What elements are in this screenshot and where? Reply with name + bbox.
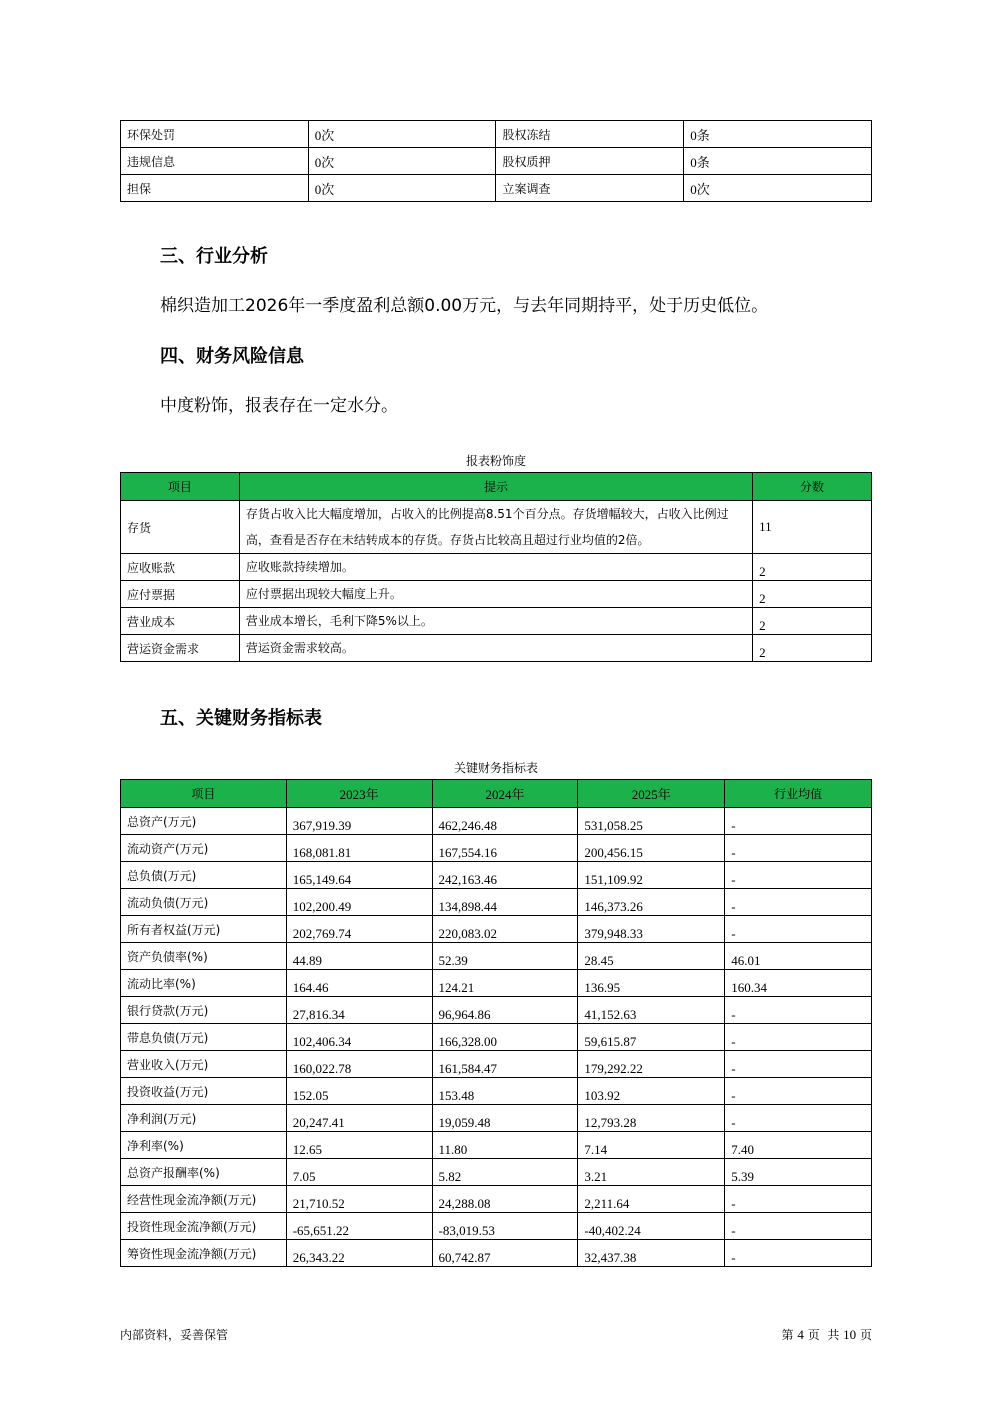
column-header: 2025年 <box>578 780 725 808</box>
table-row <box>121 635 872 662</box>
metric-value-cell: - <box>725 835 872 862</box>
metric-value-cell: 124.21 <box>432 970 578 997</box>
metric-value-cell: 152.05 <box>286 1078 432 1105</box>
metric-value-cell: 462,246.48 <box>432 808 578 835</box>
score-cell: 2 <box>753 635 872 662</box>
metric-value-cell: - <box>725 997 872 1024</box>
table-cell: 0次 <box>308 175 496 202</box>
metric-value-cell: 52.39 <box>432 943 578 970</box>
metric-label-cell: 投资收益(万元) <box>121 1078 287 1105</box>
table-row <box>121 608 872 635</box>
metric-value-cell: 161,584.47 <box>432 1051 578 1078</box>
metric-value-cell: 531,058.25 <box>578 808 725 835</box>
metric-value-cell: 166,328.00 <box>432 1024 578 1051</box>
metric-value-cell: -65,651.22 <box>286 1213 432 1240</box>
table-row <box>121 501 872 554</box>
metric-label-cell: 投资性现金流净额(万元) <box>121 1213 287 1240</box>
metric-value-cell: 179,292.22 <box>578 1051 725 1078</box>
metric-value-cell: 102,406.34 <box>286 1024 432 1051</box>
metric-value-cell: - <box>725 916 872 943</box>
item-cell: 存货 <box>121 501 240 554</box>
metric-value-cell: 96,964.86 <box>432 997 578 1024</box>
table-header-row <box>121 780 872 808</box>
metric-label-cell: 总资产报酬率(%) <box>121 1159 287 1186</box>
page-total: 10 <box>843 1327 857 1342</box>
table-row <box>121 148 872 175</box>
metric-label-cell: 总负债(万元) <box>121 862 287 889</box>
metric-value-cell: 21,710.52 <box>286 1186 432 1213</box>
metric-value-cell: 242,163.46 <box>432 862 578 889</box>
metric-value-cell: 20,247.41 <box>286 1105 432 1132</box>
column-header: 2024年 <box>432 780 578 808</box>
financials-body <box>121 808 872 1267</box>
whitewash-table-caption: 报表粉饰度 <box>465 454 526 468</box>
table-cell: 立案调查 <box>496 175 684 202</box>
table-row <box>121 175 872 202</box>
metric-value-cell: - <box>725 1051 872 1078</box>
metric-value-cell: 24,288.08 <box>432 1186 578 1213</box>
metric-value-cell: -40,402.24 <box>578 1213 725 1240</box>
industry-analysis-text: 棉织造加工2026年一季度盈利总额0.00万元，与去年同期持平，处于历史低位。 <box>160 296 769 316</box>
metric-value-cell: 46.01 <box>725 943 872 970</box>
metric-value-cell: - <box>725 889 872 916</box>
table-cell: 股权质押 <box>496 148 684 175</box>
table-row <box>121 1159 872 1186</box>
page-suffix: 页 <box>859 1328 872 1342</box>
table-row <box>121 1186 872 1213</box>
metric-label-cell: 经营性现金流净额(万元) <box>121 1186 287 1213</box>
table-cell: 0条 <box>684 121 872 148</box>
item-cell: 应付票据 <box>121 581 240 608</box>
table-cell: 0次 <box>684 175 872 202</box>
hint-cell: 营运资金需求较高。 <box>239 635 752 662</box>
table-row <box>121 916 872 943</box>
metric-value-cell: 5.82 <box>432 1159 578 1186</box>
metric-label-cell: 总资产(万元) <box>121 808 287 835</box>
metric-label-cell: 筹资性现金流净额(万元) <box>121 1240 287 1267</box>
table-header-row <box>121 473 872 501</box>
metric-label-cell: 净利润(万元) <box>121 1105 287 1132</box>
section-heading-industry: 三、行业分析 <box>160 246 268 267</box>
column-header: 提示 <box>239 473 752 501</box>
metric-value-cell: - <box>725 1186 872 1213</box>
metric-value-cell: 19,059.48 <box>432 1105 578 1132</box>
metric-value-cell: 160,022.78 <box>286 1051 432 1078</box>
table-row <box>121 997 872 1024</box>
score-cell: 11 <box>753 501 872 554</box>
metric-value-cell: 200,456.15 <box>578 835 725 862</box>
section-heading-key-financials: 五、关键财务指标表 <box>160 708 322 729</box>
table-row <box>121 943 872 970</box>
score-cell: 2 <box>753 581 872 608</box>
metric-label-cell: 营业收入(万元) <box>121 1051 287 1078</box>
metric-value-cell: - <box>725 1105 872 1132</box>
metric-value-cell: 134,898.44 <box>432 889 578 916</box>
footer-confidential: 内部资料，妥善保管 <box>120 1328 229 1342</box>
table-cell: 股权冻结 <box>496 121 684 148</box>
table-cell: 环保处罚 <box>121 121 309 148</box>
table-row <box>121 1240 872 1267</box>
page-indicator <box>782 1326 872 1343</box>
metric-value-cell: 202,769.74 <box>286 916 432 943</box>
financial-risk-text: 中度粉饰，报表存在一定水分。 <box>160 396 398 416</box>
metric-value-cell: 146,373.26 <box>578 889 725 916</box>
metric-label-cell: 带息负债(万元) <box>121 1024 287 1051</box>
metric-label-cell: 资产负债率(%) <box>121 943 287 970</box>
metric-value-cell: - <box>725 1078 872 1105</box>
metric-value-cell: 165,149.64 <box>286 862 432 889</box>
metric-value-cell: - <box>725 1024 872 1051</box>
risk-info-table <box>120 120 872 202</box>
metric-value-cell: - <box>725 862 872 889</box>
metric-value-cell: 136.95 <box>578 970 725 997</box>
metric-value-cell: 59,615.87 <box>578 1024 725 1051</box>
table-row <box>121 1105 872 1132</box>
metric-value-cell: 5.39 <box>725 1159 872 1186</box>
table-row <box>121 1078 872 1105</box>
table-row <box>121 121 872 148</box>
metric-value-cell: 103.92 <box>578 1078 725 1105</box>
hint-cell: 存货占收入比大幅度增加，占收入的比例提高8.51个百分点。存货增幅较大，占收入比例过高，查看是否存在未结转成本的存货。存货占比较高且超过行业均值的2倍。 <box>239 501 752 554</box>
table-row <box>121 1132 872 1159</box>
metric-value-cell: - <box>725 1240 872 1267</box>
metric-value-cell: 12,793.28 <box>578 1105 725 1132</box>
metric-label-cell: 流动负债(万元) <box>121 889 287 916</box>
metric-value-cell: 7.40 <box>725 1132 872 1159</box>
metric-label-cell: 净利率(%) <box>121 1132 287 1159</box>
table-row <box>121 970 872 997</box>
metric-value-cell: 151,109.92 <box>578 862 725 889</box>
metric-value-cell: 28.45 <box>578 943 725 970</box>
metric-value-cell: - <box>725 1213 872 1240</box>
whitewash-table <box>120 472 872 662</box>
metric-label-cell: 所有者权益(万元) <box>121 916 287 943</box>
metric-value-cell: 168,081.81 <box>286 835 432 862</box>
metric-value-cell: 167,554.16 <box>432 835 578 862</box>
metric-value-cell: 32,437.38 <box>578 1240 725 1267</box>
table-cell: 0次 <box>308 148 496 175</box>
metric-value-cell: 7.05 <box>286 1159 432 1186</box>
metric-label-cell: 流动比率(%) <box>121 970 287 997</box>
table-row <box>121 581 872 608</box>
table-row <box>121 808 872 835</box>
item-cell: 应收账款 <box>121 554 240 581</box>
financials-table-caption: 关键财务指标表 <box>453 761 538 775</box>
table-cell: 0条 <box>684 148 872 175</box>
metric-value-cell: 220,083.02 <box>432 916 578 943</box>
metric-value-cell: -83,019.53 <box>432 1213 578 1240</box>
table-row <box>121 1051 872 1078</box>
table-cell: 违规信息 <box>121 148 309 175</box>
item-cell: 营运资金需求 <box>121 635 240 662</box>
hint-cell: 应付票据出现较大幅度上升。 <box>239 581 752 608</box>
column-header: 2023年 <box>286 780 432 808</box>
metric-value-cell: 11.80 <box>432 1132 578 1159</box>
table-row <box>121 862 872 889</box>
column-header: 行业均值 <box>725 780 872 808</box>
metric-value-cell: 102,200.49 <box>286 889 432 916</box>
metric-value-cell: 153.48 <box>432 1078 578 1105</box>
table-row <box>121 1213 872 1240</box>
hint-cell: 营业成本增长，毛利下降5%以上。 <box>239 608 752 635</box>
metric-value-cell: 164.46 <box>286 970 432 997</box>
hint-cell: 应收账款持续增加。 <box>239 554 752 581</box>
table-row <box>121 835 872 862</box>
metric-value-cell: 41,152.63 <box>578 997 725 1024</box>
table-cell: 0次 <box>308 121 496 148</box>
metric-value-cell: 26,343.22 <box>286 1240 432 1267</box>
section-heading-financial-risk: 四、财务风险信息 <box>160 346 304 367</box>
metric-value-cell: 7.14 <box>578 1132 725 1159</box>
table-cell: 担保 <box>121 175 309 202</box>
metric-value-cell: 367,919.39 <box>286 808 432 835</box>
table-row <box>121 554 872 581</box>
metric-value-cell: 12.65 <box>286 1132 432 1159</box>
page-mid: 页 共 <box>807 1328 840 1342</box>
page-prefix: 第 <box>781 1328 794 1342</box>
column-header: 项目 <box>121 780 287 808</box>
metric-value-cell: 379,948.33 <box>578 916 725 943</box>
column-header: 分数 <box>753 473 872 501</box>
column-header: 项目 <box>121 473 240 501</box>
metric-value-cell: 160.34 <box>725 970 872 997</box>
page-number: 4 <box>797 1327 804 1342</box>
metric-value-cell: 2,211.64 <box>578 1186 725 1213</box>
metric-value-cell: 27,816.34 <box>286 997 432 1024</box>
table-row <box>121 889 872 916</box>
metric-label-cell: 流动资产(万元) <box>121 835 287 862</box>
key-financials-table <box>120 779 872 1267</box>
score-cell: 2 <box>753 554 872 581</box>
metric-value-cell: 3.21 <box>578 1159 725 1186</box>
metric-value-cell: - <box>725 808 872 835</box>
item-cell: 营业成本 <box>121 608 240 635</box>
metric-label-cell: 银行贷款(万元) <box>121 997 287 1024</box>
metric-value-cell: 44.89 <box>286 943 432 970</box>
table-row <box>121 1024 872 1051</box>
metric-value-cell: 60,742.87 <box>432 1240 578 1267</box>
score-cell: 2 <box>753 608 872 635</box>
